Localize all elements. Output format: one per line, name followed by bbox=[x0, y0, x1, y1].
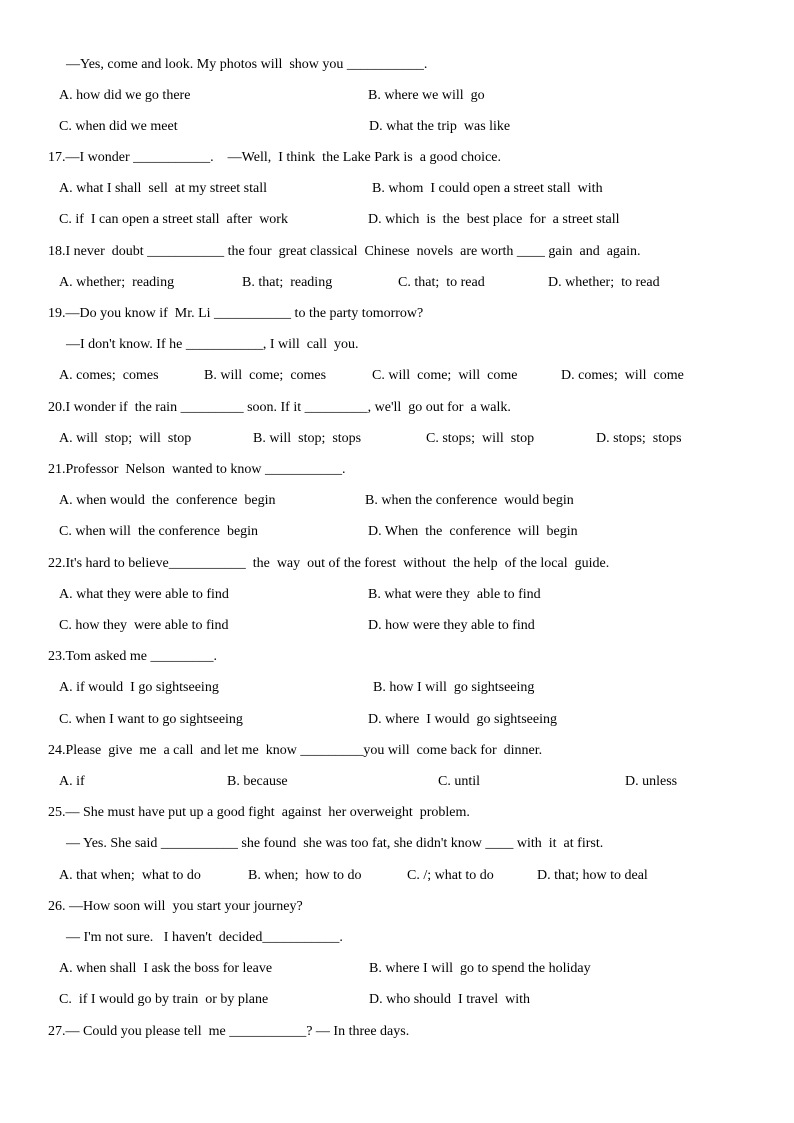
question-17-options-row-1 bbox=[0, 181, 603, 197]
question-text: 24.Please give me a call and let me know _________you will come back for dinner. bbox=[48, 743, 543, 758]
option-c: C. how they were able to find bbox=[59, 618, 229, 633]
option-c: C. if I would go by train or by plane bbox=[59, 992, 269, 1007]
question-19-stem bbox=[0, 306, 424, 322]
option-c: C. that; to read bbox=[398, 275, 485, 290]
question-26-stem bbox=[0, 899, 303, 915]
option-c: C. will come; will come bbox=[372, 368, 518, 383]
option-c: C. when did we meet bbox=[59, 119, 178, 134]
option-b: B. where we will go bbox=[368, 88, 485, 103]
question-26-response bbox=[0, 930, 343, 946]
question-21-options-row-1 bbox=[0, 493, 574, 509]
question-16-options-row-2 bbox=[0, 119, 511, 135]
question-23-options-row-1 bbox=[0, 680, 535, 696]
question-text: 23.Tom asked me _________. bbox=[48, 649, 217, 664]
question-text: 26. —How soon will you start your journey? bbox=[48, 899, 303, 914]
question-18-options bbox=[0, 275, 660, 291]
option-d: D. whether; to read bbox=[548, 275, 660, 290]
question-21-options-row-2 bbox=[0, 524, 578, 540]
option-b: B. when; how to do bbox=[248, 868, 362, 883]
question-text: — I'm not sure. I haven't decided___________. bbox=[66, 930, 343, 945]
option-c: C. /; what to do bbox=[407, 868, 494, 883]
question-26-options-row-1 bbox=[0, 961, 591, 977]
option-b: B. how I will go sightseeing bbox=[373, 680, 535, 695]
question-16-options-row-1 bbox=[0, 88, 485, 104]
question-text: 19.—Do you know if Mr. Li ___________ to the party tomorrow? bbox=[48, 306, 424, 321]
option-c: C. when will the conference begin bbox=[59, 524, 259, 539]
option-b: B. will come; comes bbox=[204, 368, 327, 383]
question-22-stem bbox=[0, 556, 610, 572]
question-text: —Yes, come and look. My photos will show you ___________. bbox=[66, 57, 428, 72]
question-20-options bbox=[0, 431, 682, 447]
option-c: C. when I want to go sightseeing bbox=[59, 712, 243, 727]
question-text: 21.Professor Nelson wanted to know ___________. bbox=[48, 462, 346, 477]
question-25-stem bbox=[0, 805, 470, 821]
option-b: B. where I will go to spend the holiday bbox=[369, 961, 591, 976]
question-18-stem bbox=[0, 244, 641, 260]
question-25-options bbox=[0, 868, 648, 884]
option-a: A. if would I go sightseeing bbox=[59, 680, 219, 695]
option-b: B. that; reading bbox=[242, 275, 333, 290]
option-d: D. unless bbox=[625, 774, 678, 789]
question-26-options-row-2 bbox=[0, 992, 530, 1008]
question-20-stem bbox=[0, 400, 511, 416]
option-b: B. what were they able to find bbox=[368, 587, 541, 602]
option-a: A. what I shall sell at my street stall bbox=[59, 181, 268, 196]
question-text: 17.—I wonder ___________. —Well, I think the Lake Park is a good choice. bbox=[48, 150, 502, 165]
option-a: A. when shall I ask the boss for leave bbox=[59, 961, 273, 976]
option-d: D. who should I travel with bbox=[369, 992, 530, 1007]
option-d: D. that; how to deal bbox=[537, 868, 648, 883]
question-21-stem bbox=[0, 462, 346, 478]
option-a: A. will stop; will stop bbox=[59, 431, 192, 446]
option-c: C. stops; will stop bbox=[426, 431, 535, 446]
question-19-response bbox=[0, 337, 359, 353]
option-a: A. what they were able to find bbox=[59, 587, 229, 602]
option-b: B. will stop; stops bbox=[253, 431, 362, 446]
option-c: C. if I can open a street stall after work bbox=[59, 212, 288, 227]
question-text: — Yes. She said ___________ she found she was too fat, she didn't know ____ with it at first. bbox=[66, 836, 604, 851]
question-23-stem bbox=[0, 649, 217, 665]
option-a: A. if bbox=[59, 774, 85, 789]
option-d: D. where I would go sightseeing bbox=[368, 712, 557, 727]
question-23-options-row-2 bbox=[0, 712, 557, 728]
question-text: 18.I never doubt ___________ the four great classical Chinese novels are worth ____ gain and again. bbox=[48, 244, 641, 259]
question-25-response bbox=[0, 836, 604, 852]
option-b: B. because bbox=[227, 774, 288, 789]
question-27-stem bbox=[0, 1024, 410, 1040]
question-19-options bbox=[0, 368, 684, 384]
option-d: D. how were they able to find bbox=[368, 618, 535, 633]
question-22-options-row-2 bbox=[0, 618, 535, 634]
question-24-stem bbox=[0, 743, 543, 759]
option-b: B. when the conference would begin bbox=[365, 493, 574, 508]
option-b: B. whom I could open a street stall with bbox=[372, 181, 603, 196]
question-22-options-row-1 bbox=[0, 587, 541, 603]
question-text: —I don't know. If he ___________, I will call you. bbox=[66, 337, 359, 352]
option-a: A. how did we go there bbox=[59, 88, 191, 103]
option-d: D. what the trip was like bbox=[369, 119, 511, 134]
option-a: A. whether; reading bbox=[59, 275, 175, 290]
question-16-dialogue-line bbox=[0, 57, 428, 73]
question-17-stem bbox=[0, 150, 502, 166]
question-text: 22.It's hard to believe___________ the way out of the forest without the help of the local guide. bbox=[48, 556, 610, 571]
option-d: D. which is the best place for a street stall bbox=[368, 212, 620, 227]
question-text: 25.— She must have put up a good fight against her overweight problem. bbox=[48, 805, 470, 820]
question-text: 27.— Could you please tell me ___________? — In three days. bbox=[48, 1024, 410, 1039]
option-a: A. comes; comes bbox=[59, 368, 159, 383]
option-d: D. stops; stops bbox=[596, 431, 682, 446]
question-24-options bbox=[0, 774, 678, 790]
option-c: C. until bbox=[438, 774, 481, 789]
question-17-options-row-2 bbox=[0, 212, 620, 228]
option-d: D. comes; will come bbox=[561, 368, 684, 383]
option-a: A. that when; what to do bbox=[59, 868, 201, 883]
option-d: D. When the conference will begin bbox=[368, 524, 578, 539]
question-text: 20.I wonder if the rain _________ soon. If it _________, we'll go out for a walk. bbox=[48, 400, 511, 415]
option-a: A. when would the conference begin bbox=[59, 493, 276, 508]
